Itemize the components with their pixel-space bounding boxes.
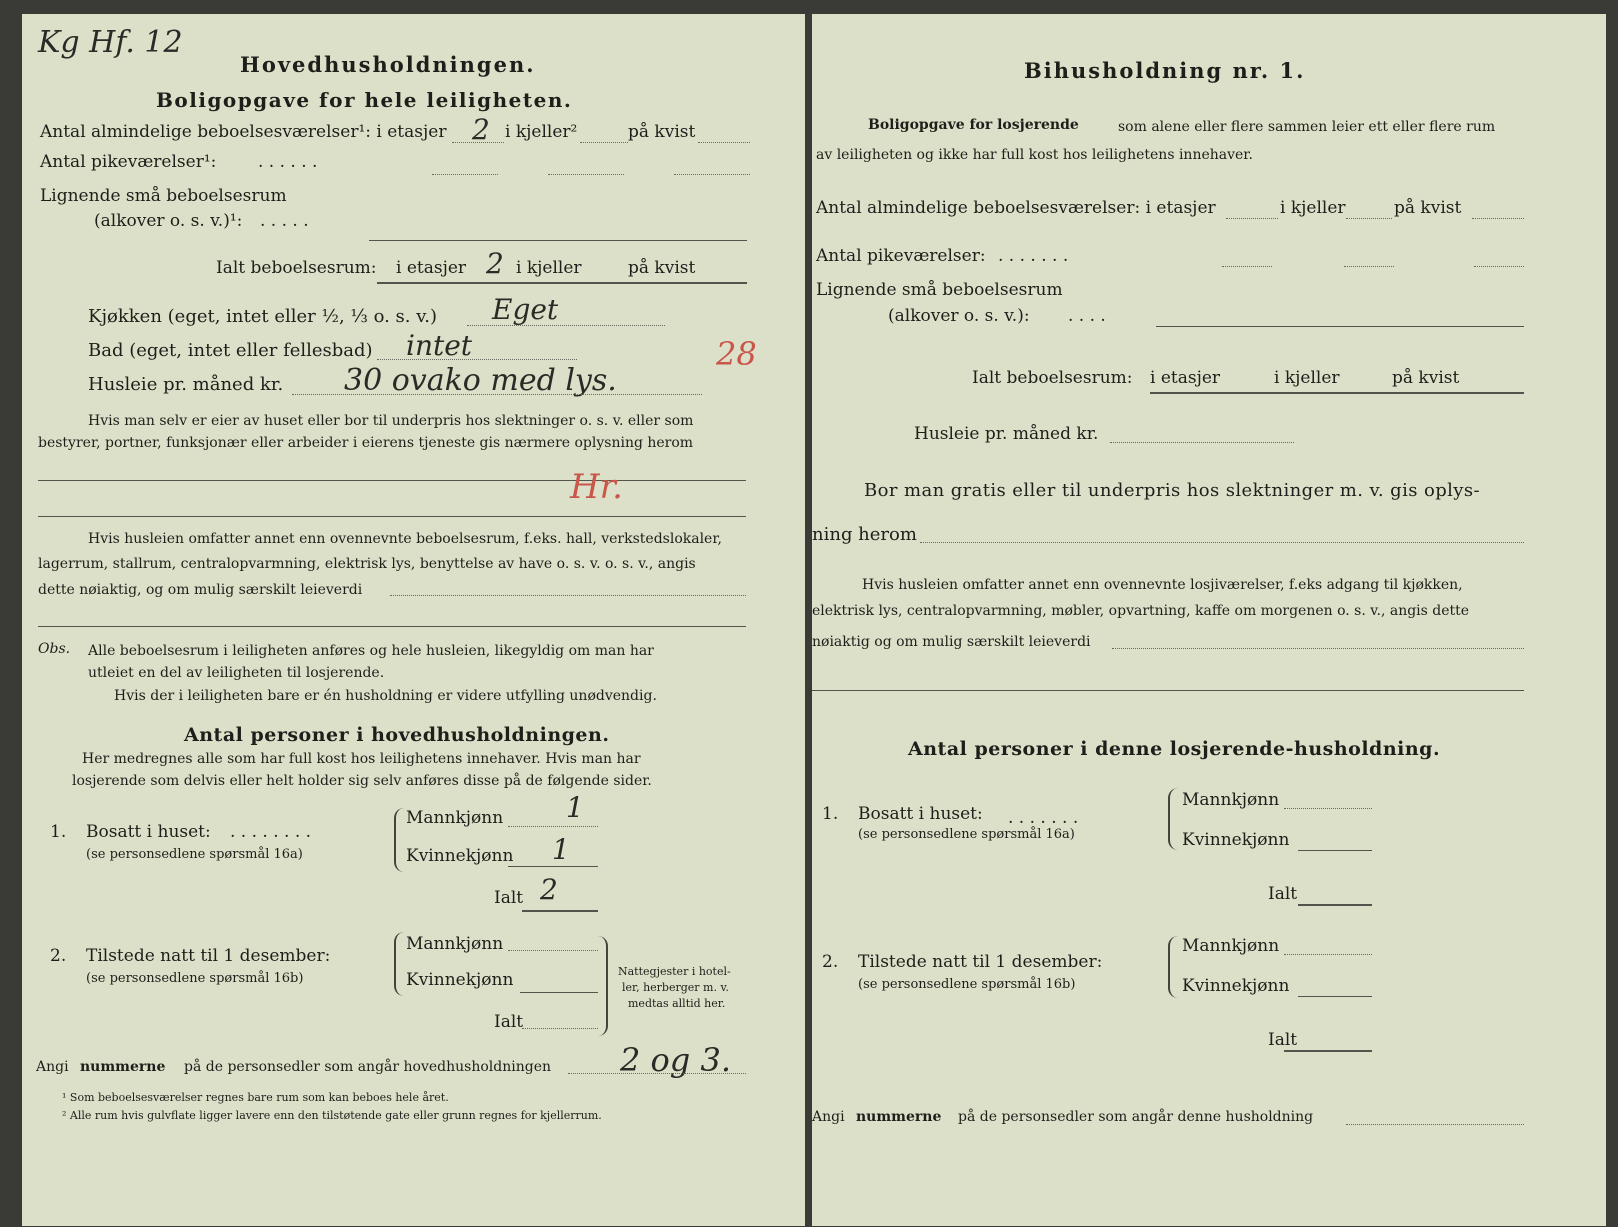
q1-mann-value: 1: [566, 791, 584, 824]
q1-sub-right: (se personsedlene spørsmål 16a): [858, 827, 1075, 842]
q1-number: 1.: [50, 822, 67, 842]
margin-note: Kg Hf. 12: [38, 25, 183, 60]
rooms-etasjer-value: 2: [472, 113, 490, 146]
kitchen-label: Kjøkken (eget, intet eller ½, ⅓ o. s. v.): [88, 306, 437, 327]
obs-label: Obs.: [38, 641, 71, 657]
maid-rooms-label: Antal pikeværelser¹:: [40, 152, 217, 172]
persons-title: Antal personer i hovedhusholdningen.: [184, 724, 610, 746]
q2-sub-right: (se personsedlene spørsmål 16b): [858, 977, 1076, 992]
bath-label: Bad (eget, intet eller fellesbad): [88, 340, 373, 361]
numbers-label-a: Angi: [36, 1059, 69, 1075]
rooms-kvist-right: på kvist: [1394, 198, 1462, 218]
numbers-right-a: Angi: [812, 1109, 845, 1125]
footnote-1: ¹ Som beboelsesværelser regnes bare rum som kan beboes hele året.: [62, 1091, 449, 1104]
q1-sub: (se personsedlene spørsmål 16a): [86, 847, 303, 862]
obs-note-1: Alle beboelsesrum i leiligheten anføres og hele husleien, likegyldig om man har: [88, 643, 654, 659]
numbers-label-b: nummerne: [80, 1059, 166, 1075]
intro-bold: Boligopgave for losjerende: [868, 117, 1079, 133]
gratis-2: ning herom: [812, 524, 917, 545]
owner-note-1: Hvis man selv er eier av huset eller bor til underpris hos slektninger o. s. v. eller som: [88, 413, 694, 429]
q2-number-right: 2.: [822, 952, 839, 972]
q2-ialt-right: Ialt: [1268, 1030, 1298, 1050]
rooms-kvist-label: på kvist: [628, 122, 696, 142]
q2-label: Tilstede natt til 1 desember:: [86, 946, 331, 966]
rooms-kjeller-right: i kjeller: [1280, 198, 1346, 218]
page-subtitle: Boligopgave for hele leiligheten.: [156, 88, 573, 112]
rent-right: Husleie pr. måned kr.: [914, 424, 1099, 444]
q1-ialt-value: 2: [540, 873, 558, 906]
q1-kvinne-value: 1: [552, 833, 570, 866]
rooms-label-right: Antal almindelige beboelsesværelser: i etasjer: [816, 198, 1216, 218]
guests-note-1: Nattegjester i hotel-: [618, 965, 731, 978]
small-rooms-right: Lignende små beboelsesrum: [816, 280, 1063, 300]
right-page: Bihusholdning nr. 1. Boligopgave for losjerende som alene eller flere sammen leier ett eller flere rum av leiligheten og ikke har full kost hos leilighetens innehaver. Antal almindelige beboelsesværelser: i etasjer i kjeller på kvist Antal pikeværelser: . . . . . . . Lignende små beboelsesrum (alkover o. s. v.): . . . . Ialt beboelsesrum: i etasjer i kjeller på kvist Husleie pr. måned kr. Bor man gratis eller til underpris hos slektninger m. v. gis oplys- ning herom Hvis husleien omfatter annet enn ovennevnte losjiværelser, f.eks adgang til kjøkken, elektrisk lys, centralopvarmning, møbler, opvartning, kaffe om morgenen o. s. v., angis dette nøiaktig og om mulig særskilt leieverdi Antal personer i denne losjerende-husholdning. 1. Bosatt i huset: . . . . . . . (se personsedlene spørsmål 16a) Mannkjønn Kvinnekjønn Ialt 2. Tilstede natt til 1 desember: (se personsedlene spørsmål 16b) Mannkjønn Kvinnekjønn Ialt Angi nummerne på de personsedler som angår denne husholdning: [812, 14, 1606, 1226]
q1-mann-right: Mannkjønn: [1182, 790, 1280, 810]
rooms-kjeller-label: i kjeller²: [505, 122, 578, 142]
obs-note-3: Hvis der i leiligheten bare er én husholdning er videre utfylling unødvendig.: [114, 688, 657, 704]
q1-kvinne-label: Kvinnekjønn: [406, 846, 514, 866]
q2-kvinne-label: Kvinnekjønn: [406, 970, 514, 990]
total-rooms-label: Ialt beboelsesrum:: [216, 258, 377, 278]
left-page: Kg Hf. 12 Hovedhusholdningen. Boligopgave for hele leiligheten. Antal almindelige beboelsesværelser¹: i etasjer 2 i kjeller² på kvist Antal pikeværelser¹: . . . . . . Lignende små beboelsesrum (alkover o. s. v.)¹: . . . . . Ialt beboelsesrum: i etasjer 2 i kjeller på kvist Kjøkken (eget, intet eller ½, ⅓ o. s. v.) Eget Bad (eget, intet eller fellesbad) intet Husleie pr. måned kr. 30 ovako med lys. 28 Hvis man selv er eier av huset eller bor til underpris hos slektninger o. s. v. eller som bestyrer, portner, funksjonær eller arbeider i eierens tjeneste gis nærmere oplysning herom Hr. Hvis husleien omfatter annet enn ovennevnte beboelsesrum, f.eks. hall, verkstedslokaler, lagerrum, stallrum, centralopvarmning, elektrisk lys, benyttelse av have o. s. v. o. s. v., angis dette nøiaktig, og om mulig særskilt leieverdi Obs. Alle beboelsesrum i leiligheten anføres og hele husleien, likegyldig om man har utleiet en del av leiligheten til losjerende. Hvis der i leiligheten bare er én husholdning er videre utfylling unødvendig. Antal personer i hovedhusholdningen. Her medregnes alle som har full kost hos leilighetens innehaver. Hvis man har losjerende som delvis eller helt holder sig selv anføres disse på de følgende sider. 1. Bosatt i huset: . . . . . . . . (se personsedlene spørsmål 16a) Mannkjønn 1 Kvinnekjønn 1 Ialt 2 2. Tilstede natt til 1 desember: (se personsedlene spørsmål 16b) Mannkjønn Kvinnekjønn Ialt Nattegjester i hotel- ler, herberger m. v. medtas alltid her. Angi nummerne på de personsedler som angår hovedhusholdningen 2 og 3. ¹ Som beboelsesværelser regnes bare rum som kan beboes hele året. ² Alle rum hvis gulvflate ligger lavere enn den tilstøtende gate eller grunn regnes for kjellerrum.: [22, 14, 805, 1226]
persons-note-2: losjerende som delvis eller helt holder sig selv anføres disse på de følgende sider.: [72, 773, 652, 789]
small-rooms-sub-right: (alkover o. s. v.):: [888, 306, 1030, 326]
footnote-2: ² Alle rum hvis gulvflate ligger lavere enn den tilstøtende gate eller grunn regnes for kjellerrum.: [62, 1109, 602, 1122]
q1-ialt-right: Ialt: [1268, 884, 1298, 904]
extra-right-3: nøiaktig og om mulig særskilt leieverdi: [812, 634, 1091, 650]
numbers-value: 2 og 3.: [620, 1041, 731, 1079]
q1-ialt-label: Ialt: [494, 888, 524, 908]
owner-red-mark: Hr.: [570, 467, 623, 507]
rent-red-value: 28: [716, 335, 757, 373]
total-etasjer-value: 2: [486, 247, 504, 280]
numbers-right-c: på de personsedler som angår denne husholdning: [958, 1109, 1314, 1125]
q2-sub: (se personsedlene spørsmål 16b): [86, 971, 304, 986]
intro-2: av leiligheten og ikke har full kost hos leilighetens innehaver.: [816, 147, 1253, 163]
page-title-right: Bihusholdning nr. 1.: [1024, 58, 1306, 83]
q2-mann-right: Mannkjønn: [1182, 936, 1280, 956]
guests-note-2: ler, herberger m. v.: [622, 981, 729, 994]
q2-number: 2.: [50, 946, 67, 966]
q2-label-right: Tilstede natt til 1 desember:: [858, 952, 1103, 972]
q1-label-right: Bosatt i huset:: [858, 804, 983, 824]
q2-ialt-label: Ialt: [494, 1012, 524, 1032]
total-kjeller-label: i kjeller: [516, 258, 582, 278]
rent-label: Husleie pr. måned kr.: [88, 374, 284, 395]
small-rooms-label: Lignende små beboelsesrum: [40, 186, 287, 206]
q1-mann-label: Mannkjønn: [406, 808, 504, 828]
intro-1: som alene eller flere sammen leier ett eller flere rum: [1118, 119, 1496, 135]
total-kvist-label: på kvist: [628, 258, 696, 278]
total-rooms-right: Ialt beboelsesrum:: [972, 368, 1133, 388]
numbers-label-c: på de personsedler som angår hovedhusholdningen: [184, 1059, 551, 1075]
kitchen-value: Eget: [492, 293, 559, 326]
guests-note-3: medtas alltid her.: [628, 997, 726, 1010]
small-rooms-sub: (alkover o. s. v.)¹:: [94, 211, 243, 231]
extra-right-2: elektrisk lys, centralopvarmning, møbler, opvartning, kaffe om morgenen o. s. v., angis dette: [812, 603, 1470, 619]
obs-note-2: utleiet en del av leiligheten til losjerende.: [88, 665, 385, 681]
q1-number-right: 1.: [822, 804, 839, 824]
owner-note-2: bestyrer, portner, funksjonær eller arbeider i eierens tjeneste gis nærmere oplysning herom: [38, 435, 694, 451]
maid-rooms-right: Antal pikeværelser:: [816, 246, 986, 266]
gratis-1: Bor man gratis eller til underpris hos slektninger m. v. gis oplys-: [864, 480, 1480, 501]
q2-kvinne-right: Kvinnekjønn: [1182, 976, 1290, 996]
total-etasjer-label: i etasjer: [396, 258, 467, 278]
extra-note-2: lagerrum, stallrum, centralopvarmning, elektrisk lys, benyttelse av have o. s. v. o. s. v., angis: [38, 556, 696, 572]
extra-note-3: dette nøiaktig, og om mulig særskilt leieverdi: [38, 582, 363, 598]
q2-mann-label: Mannkjønn: [406, 934, 504, 954]
bath-value: intet: [406, 329, 473, 362]
persons-title-right: Antal personer i denne losjerende-husholdning.: [908, 738, 1441, 760]
rent-value: 30 ovako med lys.: [344, 363, 617, 398]
total-etasjer-right: i etasjer: [1150, 368, 1221, 388]
q1-label: Bosatt i huset:: [86, 822, 211, 842]
q1-kvinne-right: Kvinnekjønn: [1182, 830, 1290, 850]
total-kjeller-right: i kjeller: [1274, 368, 1340, 388]
page-title: Hovedhusholdningen.: [240, 52, 536, 77]
extra-note-1: Hvis husleien omfatter annet enn ovennevnte beboelsesrum, f.eks. hall, verkstedslokaler,: [88, 531, 722, 547]
extra-right-1: Hvis husleien omfatter annet enn ovennevnte losjiværelser, f.eks adgang til kjøkken,: [862, 577, 1463, 593]
rooms-label: Antal almindelige beboelsesværelser¹: i etasjer: [40, 122, 447, 142]
persons-note-1: Her medregnes alle som har full kost hos leilighetens innehaver. Hvis man har: [82, 751, 641, 767]
numbers-right-b: nummerne: [856, 1109, 942, 1125]
total-kvist-right: på kvist: [1392, 368, 1460, 388]
